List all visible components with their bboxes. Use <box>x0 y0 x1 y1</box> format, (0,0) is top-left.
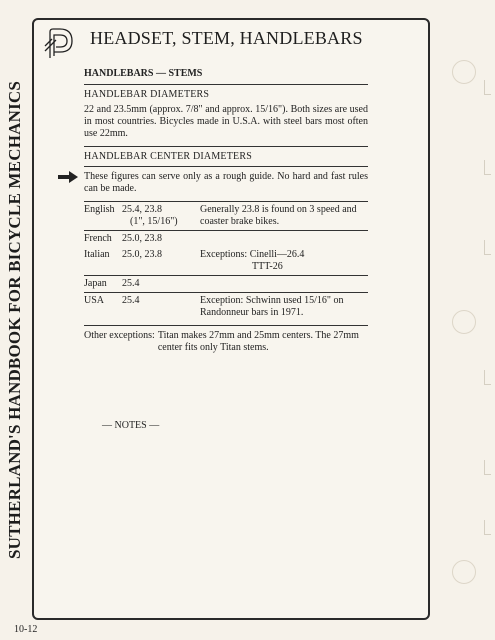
note-cell: Exception: Schwinn used 15/16" on Randonneur bars in 1971. <box>200 293 368 322</box>
page-panel <box>32 18 430 620</box>
country-cell: French <box>84 231 122 248</box>
values-cell: 25.0, 23.8 <box>122 231 200 248</box>
center-diameters-table <box>84 201 368 321</box>
table-row <box>84 293 368 322</box>
country-cell: English <box>84 202 122 231</box>
table-row <box>84 231 368 248</box>
table-row <box>84 247 368 276</box>
other-exceptions-label: Other exceptions: <box>84 330 155 341</box>
divider <box>84 146 368 147</box>
binder-hole <box>452 60 476 84</box>
values-cell: 25.0, 23.8 <box>122 249 162 260</box>
values-cell: 25.4 <box>122 276 200 293</box>
edge-tick <box>484 460 491 475</box>
country-cell: USA <box>84 293 122 322</box>
centers-guide-text: These figures can serve only as a rough guide. No hard and fast rules can be made. <box>84 171 368 194</box>
edge-tick <box>484 160 491 175</box>
binder-hole <box>452 310 476 334</box>
note-cell: Exceptions: Cinelli—26.4 TTT-26 <box>200 249 305 272</box>
notes-label: — NOTES — <box>102 420 160 431</box>
publisher-logo-icon <box>42 26 78 62</box>
content-area <box>84 68 368 354</box>
other-exceptions <box>84 325 368 354</box>
section-heading: HANDLEBARS — STEMS <box>84 68 203 79</box>
diameters-heading: HANDLEBAR DIAMETERS <box>84 89 210 100</box>
country-cell: Italian <box>84 249 110 260</box>
country-cell: Japan <box>84 276 122 293</box>
note-cell <box>200 231 368 248</box>
diameters-text: 22 and 23.5mm (approx. 7/8" and approx. 15/16"). Both sizes are used in most countries. Bicycles made in U.S.A. with steel bars most often use 22mm. <box>84 104 368 139</box>
table-row <box>84 276 368 293</box>
spine-title: SUTHERLAND'S HANDBOOK FOR BICYCLE MECHANICS <box>5 80 24 560</box>
edge-tick <box>484 520 491 535</box>
binder-holes <box>452 40 492 600</box>
note-cell <box>200 276 368 293</box>
table-row <box>84 202 368 231</box>
edge-tick <box>484 240 491 255</box>
divider <box>84 84 368 85</box>
binder-hole <box>452 560 476 584</box>
note-cell: Generally 23.8 is found on 3 speed and coaster brake bikes. <box>200 202 368 231</box>
page-title: HEADSET, STEM, HANDLEBARS <box>90 28 363 48</box>
edge-tick <box>484 370 491 385</box>
values-cell: 25.4 <box>122 293 200 322</box>
pointing-arrow-icon <box>57 171 79 183</box>
other-exceptions-text: Titan makes 27mm and 25mm centers. The 27mm center fits only Titan stems. <box>157 330 359 353</box>
centers-guide <box>84 171 368 195</box>
divider <box>84 166 368 167</box>
spine-title-strip <box>0 20 30 620</box>
edge-tick <box>484 80 491 95</box>
values-cell: 25.4, 23.8 (1", 15/16") <box>122 202 200 231</box>
page-number: 10-12 <box>14 624 38 635</box>
centers-heading: HANDLEBAR CENTER DIAMETERS <box>84 151 252 162</box>
